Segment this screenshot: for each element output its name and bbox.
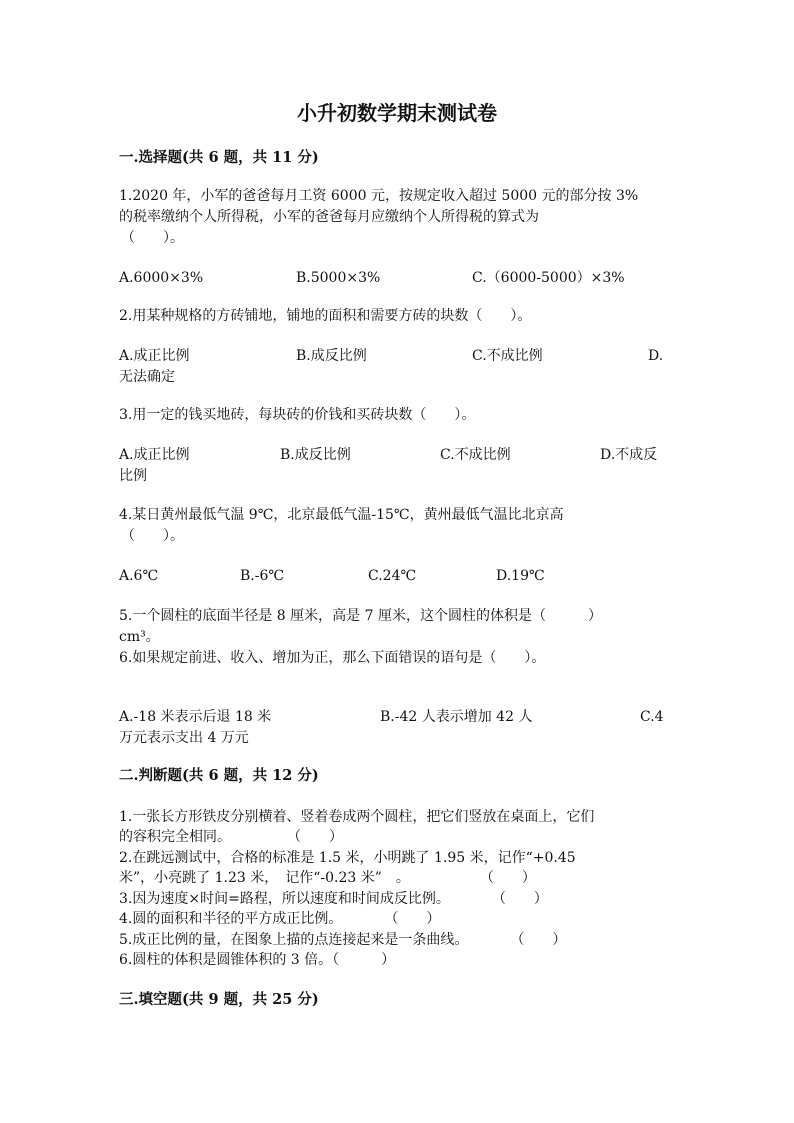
question-3-option-c[interactable]: C.不成比例	[440, 447, 511, 463]
question-2-option-d-text: 无法确定	[119, 369, 175, 385]
judge-line-2: 的容积完全相同。 （ ）	[119, 829, 343, 845]
question-4-option-c[interactable]: C.24℃	[368, 568, 417, 584]
question-1-line-3: （ ）。	[121, 230, 184, 246]
question-4-option-b[interactable]: B.-6℃	[240, 568, 285, 584]
question-3-option-a[interactable]: A.成正比例	[119, 447, 190, 463]
question-2-option-d[interactable]: D.	[648, 348, 664, 364]
judge-line-1: 1.一张长方形铁皮分别横着、竖着卷成两个圆柱，把它们竖放在桌面上，它们	[119, 809, 595, 825]
question-3-option-b[interactable]: B.成反比例	[280, 447, 351, 463]
question-2-option-a[interactable]: A.成正比例	[119, 348, 190, 364]
section-heading-fill: 三.填空题(共 9 题，共 25 分)	[119, 991, 319, 1008]
judge-line-4: 米”，小亮跳了 1.23 米， 记作“-0.23 米” 。 （ ）	[119, 870, 536, 886]
section-heading-judge: 二.判断题(共 6 题，共 12 分)	[119, 767, 319, 784]
question-1-option-a[interactable]: A.6000×3%	[119, 270, 204, 286]
judge-line-7: 5.成正比例的量，在图象上描的点连接起来是一条曲线。 （ ）	[119, 932, 567, 948]
question-1-line-2: 的税率缴纳个人所得税，小军的爸爸每月应缴纳个人所得税的算式为	[119, 209, 539, 225]
question-3-line-1: 3.用一定的钱买地砖，每块砖的价钱和买砖块数（ ）。	[119, 407, 476, 423]
judge-line-8: 6.圆柱的体积是圆锥体积的 3 倍。（ ）	[119, 952, 396, 968]
question-4-option-a[interactable]: A.6℃	[119, 568, 159, 584]
question-2-option-c[interactable]: C.不成比例	[472, 348, 543, 364]
question-2-option-b[interactable]: B.成反比例	[296, 348, 367, 364]
question-2-line-1: 2.用某种规格的方砖铺地，铺地的面积和需要方砖的块数（ ）。	[119, 308, 532, 324]
question-6-line-1: 6.如果规定前进、收入、增加为正，那么下面错误的语句是（ ）。	[119, 650, 546, 666]
question-3-option-d[interactable]: D.不成反	[600, 447, 658, 463]
question-4-line-2: （ ）。	[121, 528, 184, 544]
judge-line-6: 4.圆的面积和半径的平方成正比例。 （ ）	[119, 911, 441, 927]
question-4-line-1: 4.某日黄州最低气温 9℃，北京最低气温-15℃，黄州最低气温比北京高	[119, 507, 564, 523]
section-heading-choice: 一.选择题(共 6 题，共 11 分)	[119, 149, 319, 166]
question-6-option-b[interactable]: B.-42 人表示增加 42 人	[380, 709, 533, 725]
question-6-option-c-text: 万元表示支出 4 万元	[119, 730, 249, 746]
judge-line-3: 2.在跳远测试中，合格的标准是 1.5 米，小明跳了 1.95 米，记作“+0.45	[119, 850, 576, 866]
question-6-option-a[interactable]: A.-18 米表示后退 18 米	[119, 709, 272, 725]
question-4-option-d[interactable]: D.19℃	[496, 568, 545, 584]
page-title: 小升初数学期末测试卷	[297, 101, 497, 125]
question-1-line-1: 1.2020 年，小军的爸爸每月工资 6000 元，按规定收入超过 5000 元的部分按 3%	[119, 188, 639, 204]
question-5-line-2: cm³。	[119, 629, 160, 645]
judge-line-5: 3.因为速度×时间=路程，所以速度和时间成反比例。 （ ）	[119, 891, 548, 907]
question-1-option-b[interactable]: B.5000×3%	[296, 270, 381, 286]
question-6-option-c[interactable]: C.4	[640, 709, 664, 725]
question-1-option-c[interactable]: C.（6000-5000）×3%	[472, 270, 625, 286]
question-5-line-1: 5.一个圆柱的底面半径是 8 厘米，高是 7 厘米，这个圆柱的体积是（ ）	[119, 608, 602, 624]
question-3-option-d-text: 比例	[119, 468, 147, 484]
